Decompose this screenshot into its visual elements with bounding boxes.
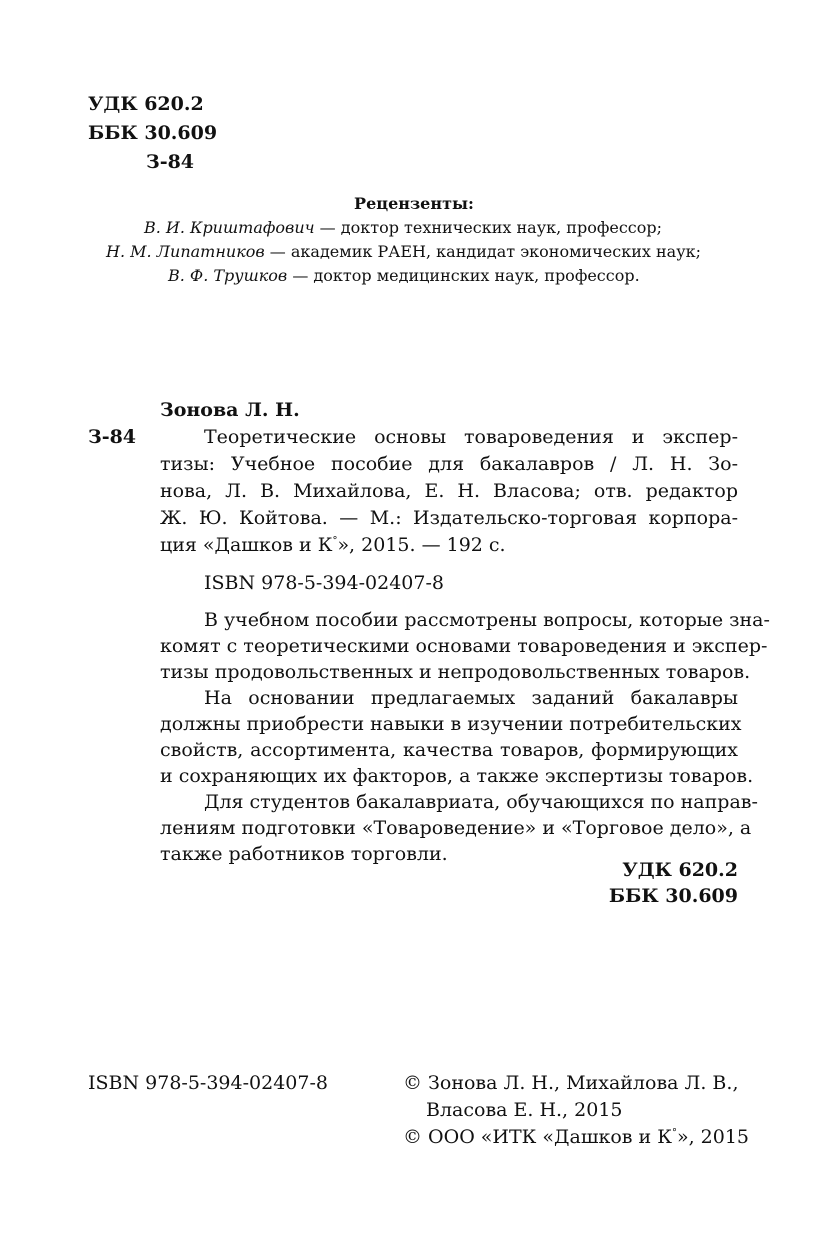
- udk-footer: УДК 620.2: [622, 859, 738, 881]
- abstract-line-2: комят с теоретическими основами товароведения и экспер-: [160, 635, 768, 657]
- copyright-publisher-a: © ООО «ИТК «Дашков и К: [403, 1126, 672, 1148]
- abstract-line-5: должны приобрести навыки в изучении потребительских: [160, 713, 742, 735]
- reviewer-name: В. Ф. Трушков: [168, 266, 288, 285]
- abstract-line-10: также работников торговли.: [160, 843, 448, 865]
- reviewer-name: В. И. Криштафович: [144, 218, 315, 237]
- copyright-authors-cont: Власова Е. Н., 2015: [426, 1099, 623, 1121]
- record-line-5: [160, 532, 506, 559]
- record-isbn: ISBN 978-5-394-02407-8: [204, 572, 444, 594]
- reviewer-name: Н. М. Липатников: [106, 242, 265, 261]
- copyright-publisher-b: », 2015: [676, 1126, 750, 1148]
- abstract-line-8: Для студентов бакалавриата, обучающихся по направ-: [204, 791, 758, 813]
- reviewer-desc: — доктор медицинских наук, профессор.: [287, 266, 640, 285]
- degree-sign: °: [671, 1127, 677, 1139]
- abstract-line-3: тизы продовольственных и непродовольственных товаров.: [160, 661, 751, 683]
- reviewer-1: [144, 216, 662, 240]
- reviewer-desc: — доктор технических наук, профессор;: [314, 218, 663, 237]
- abstract-line-4: На основании предлагаемых заданий бакалавры: [204, 687, 738, 709]
- reviewer-desc: — академик РАЕН, кандидат экономических наук;: [264, 242, 701, 261]
- reviewer-3: [168, 264, 640, 288]
- abstract-line-6: свойств, ассортимента, качества товаров, формирующих: [160, 739, 738, 761]
- author-mark-header: З-84: [146, 151, 195, 173]
- abstract-line-1: В учебном пособии рассмотрены вопросы, которые зна-: [204, 609, 770, 631]
- record-line-1: Теоретические основы товароведения и экспер-: [204, 426, 738, 448]
- udk-header: УДК 620.2: [88, 93, 204, 115]
- footer-isbn: ISBN 978-5-394-02407-8: [88, 1072, 328, 1094]
- bbk-header: ББК 30.609: [88, 122, 218, 144]
- record-line-2: тизы: Учебное пособие для бакалавров / Л. Н. Зо-: [160, 453, 738, 475]
- abstract-line-7: и сохраняющих их факторов, а также экспертизы товаров.: [160, 765, 754, 787]
- copyright-authors: © Зонова Л. Н., Михайлова Л. В.,: [403, 1072, 739, 1094]
- reviewers-title: Рецензенты:: [354, 194, 474, 213]
- record-line-3: нова, Л. В. Михайлова, Е. Н. Власова; отв. редактор: [160, 480, 738, 502]
- record-line-5-a: ция «Дашков и К: [160, 534, 333, 556]
- copyright-publisher: [403, 1124, 749, 1151]
- record-author: Зонова Л. Н.: [160, 399, 300, 421]
- degree-sign: °: [332, 535, 338, 547]
- bbk-footer: ББК 30.609: [608, 885, 738, 907]
- record-line-4: Ж. Ю. Койтова. — М.: Издательско-торговая корпора-: [160, 507, 738, 529]
- record-mark: З-84: [88, 426, 137, 448]
- record-line-5-b: », 2015. — 192 с.: [337, 534, 506, 556]
- reviewer-2: [106, 240, 701, 264]
- abstract-line-9: лениям подготовки «Товароведение» и «Торговое дело», а: [160, 817, 752, 839]
